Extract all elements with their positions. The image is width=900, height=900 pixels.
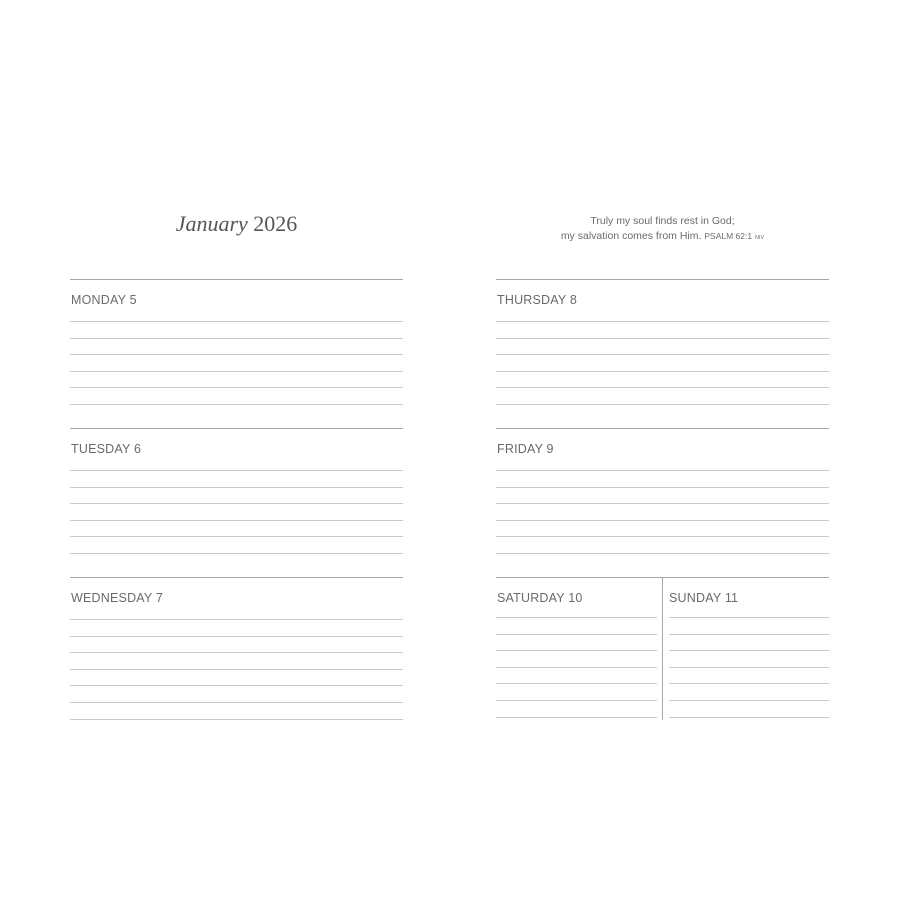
writing-line [70, 404, 403, 405]
verse-line-1: Truly my soul finds rest in God; [590, 215, 735, 227]
page-title [70, 211, 403, 237]
writing-line [496, 371, 829, 372]
writing-line [496, 700, 657, 701]
day-label-tuesday: TUESDAY 6 [71, 442, 142, 456]
year: 2026 [253, 211, 298, 236]
weekend-divider [662, 577, 663, 720]
writing-line [496, 617, 657, 618]
writing-line [496, 404, 829, 405]
month-name: January [175, 211, 248, 236]
writing-line [496, 338, 829, 339]
verse-reference: PSALM 62:1 [704, 231, 753, 241]
section-divider [496, 279, 829, 280]
writing-line [496, 717, 657, 718]
writing-line [70, 487, 403, 488]
writing-line [496, 667, 657, 668]
day-label-monday: MONDAY 5 [71, 293, 137, 307]
day-label-friday: FRIDAY 9 [497, 442, 554, 456]
day-label-sunday: SUNDAY 11 [669, 591, 739, 605]
writing-line [496, 387, 829, 388]
writing-line [70, 619, 403, 620]
section-divider [70, 428, 403, 429]
writing-line [496, 536, 829, 537]
verse-version: NIV [755, 235, 765, 241]
writing-line [669, 634, 829, 635]
writing-line [70, 669, 403, 670]
writing-line [70, 652, 403, 653]
writing-line [669, 683, 829, 684]
scripture-verse [496, 214, 829, 246]
writing-line [496, 650, 657, 651]
verse-line-2: my salvation comes from Him. [560, 230, 702, 242]
writing-line [70, 685, 403, 686]
writing-line [70, 354, 403, 355]
writing-line [70, 702, 403, 703]
writing-line [70, 553, 403, 554]
writing-line [669, 700, 829, 701]
writing-line [496, 354, 829, 355]
day-label-wednesday: WEDNESDAY 7 [71, 591, 164, 605]
writing-line [70, 338, 403, 339]
day-label-thursday: THURSDAY 8 [497, 293, 578, 307]
section-divider [496, 428, 829, 429]
writing-line [496, 683, 657, 684]
writing-line [70, 321, 403, 322]
writing-line [70, 536, 403, 537]
writing-line [496, 321, 829, 322]
writing-line [669, 617, 829, 618]
writing-line [70, 636, 403, 637]
writing-line [70, 371, 403, 372]
writing-line [496, 503, 829, 504]
writing-line [669, 717, 829, 718]
verse-line-2-wrap [496, 229, 829, 246]
writing-line [70, 719, 403, 720]
writing-line [496, 520, 829, 521]
writing-line [70, 470, 403, 471]
writing-line [70, 387, 403, 388]
writing-line [669, 650, 829, 651]
writing-line [70, 503, 403, 504]
writing-line [70, 520, 403, 521]
writing-line [669, 667, 829, 668]
section-divider [70, 577, 403, 578]
writing-line [496, 634, 657, 635]
writing-line [496, 470, 829, 471]
day-label-saturday: SATURDAY 10 [497, 591, 583, 605]
writing-line [496, 553, 829, 554]
section-divider [70, 279, 403, 280]
writing-line [496, 487, 829, 488]
